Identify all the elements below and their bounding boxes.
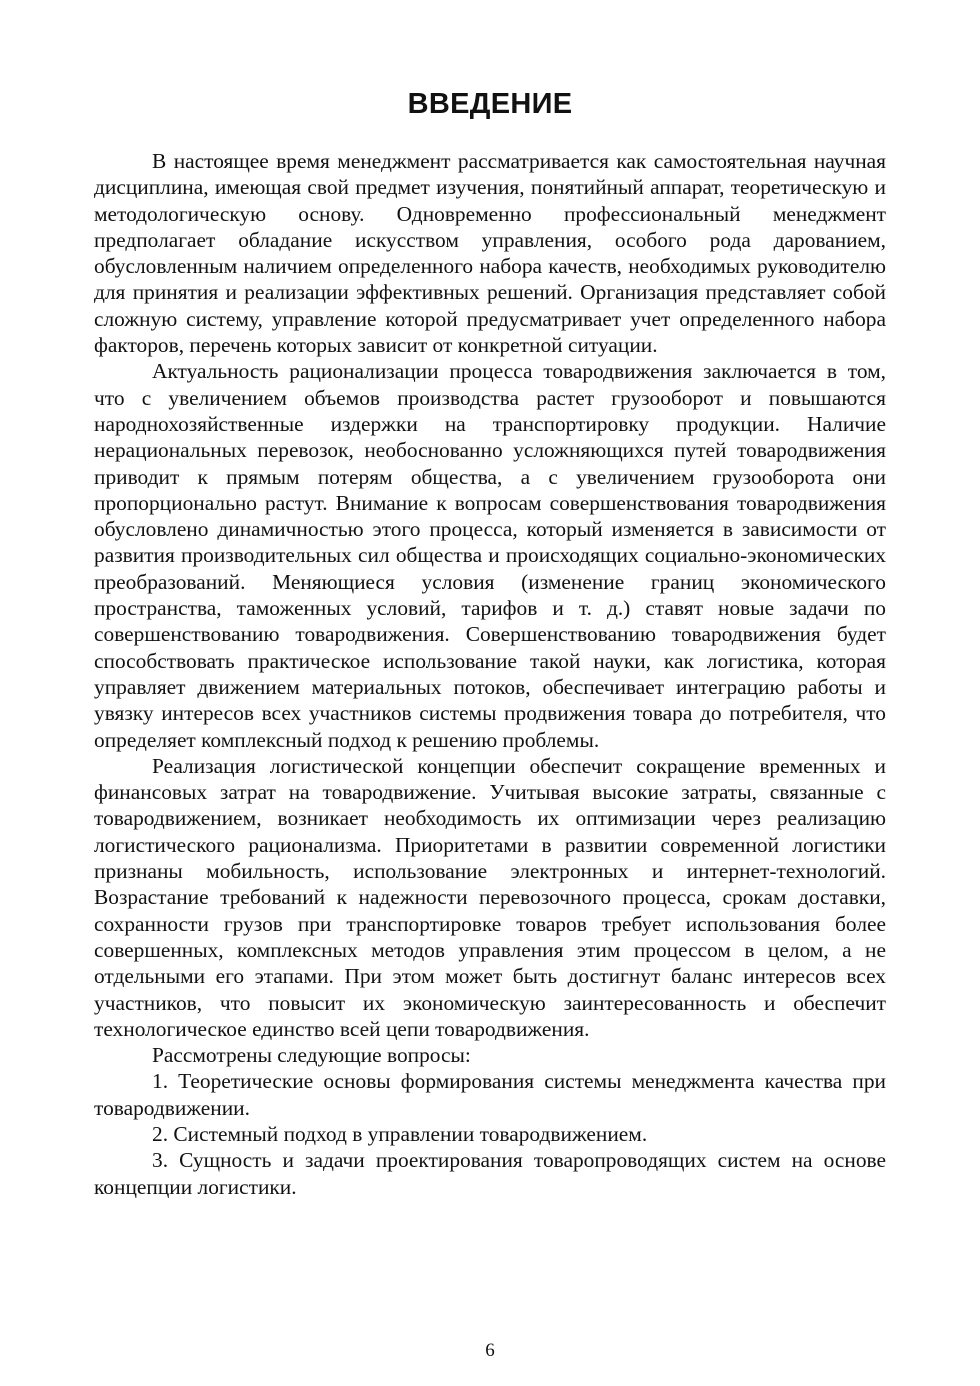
- paragraph-intro: В настоящее время менеджмент рассматривается как самостоятельная научная дисциплина, имеющая свой предмет изучения, понятийный аппарат, теоретическую и методологическую основу. Одновременно профессиональный менеджмент предполагает обладание искусством управления, особого рода дарованием, обусловленным наличием определенного набора качеств, необходимых руководителю для принятия и реализации эффективных решений. Организация представляет собой сложную систему, управление которой предусматривает учет определенного набора факторов, перечень которых зависит от конкретной ситуации.: [94, 149, 886, 358]
- paragraph-logistics: Реализация логистической концепции обеспечит сокращение временных и финансовых затрат на товародвижение. Учитывая высокие затраты, связанные с товародвижением, возникает необходимость их оптимизации через реализацию логистического рационализма. Приоритетами в развитии современной логистики признаны мобильность, использование электронных и интернет-технологий. Возрастание требований к надежности перевозочного процесса, срокам доставки, сохранности грузов при транспортировке товаров требует использования более совершенных, комплексных методов управления этим процессом в целом, а не отдельными его этапами. При этом может быть достигнут баланс интересов всех участников, что повысит их экономическую заинтересованность и обеспечит технологическое единство всей цепи товародвижения.: [94, 753, 886, 1041]
- question-item-3: 3. Сущность и задачи проектирования товаропроводящих систем на основе концепции логистики.: [94, 1148, 886, 1199]
- page-number: 6: [485, 1340, 495, 1361]
- paragraph-relevance: Актуальность рационализации процесса товародвижения заключается в том, что с увеличением объемов производства растет грузооборот и повышаются народнохозяйственные издержки на транспортировку продукции. Наличие нерациональных перевозок, необоснованно усложняющихся путей товародвижения приводит к прямым потерям общества, а с увеличением грузооборота они пропорционально растут. Внимание к вопросам совершенствования товародвижения обусловлено динамичностью этого процесса, который изменяется в зависимости от развития производительных сил общества и происходящих социально-экономических преобразований. Меняющиеся условия (изменение границ экономического пространства, таможенных условий, тарифов и т. д.) ставят новые задачи по совершенствованию товародвижения. Совершенствованию товародвижения будет способствовать практическое использование такой науки, как логистика, которая управляет движением материальных потоков, обеспечивает интеграцию работы и увязку интересов всех участников системы продвижения товара до потребителя, что определяет комплексный подход к решению проблемы.: [94, 359, 886, 752]
- page-title: ВВЕДЕНИЕ: [407, 88, 573, 120]
- body-text: [94, 148, 886, 1200]
- paragraph-questions-intro: Рассмотрены следующие вопросы:: [152, 1043, 471, 1068]
- question-item-2: 2. Системный подход в управлении товародвижением.: [152, 1121, 648, 1146]
- question-item-1: 1. Теоретические основы формирования системы менеджмента качества при товародвижении.: [94, 1069, 886, 1120]
